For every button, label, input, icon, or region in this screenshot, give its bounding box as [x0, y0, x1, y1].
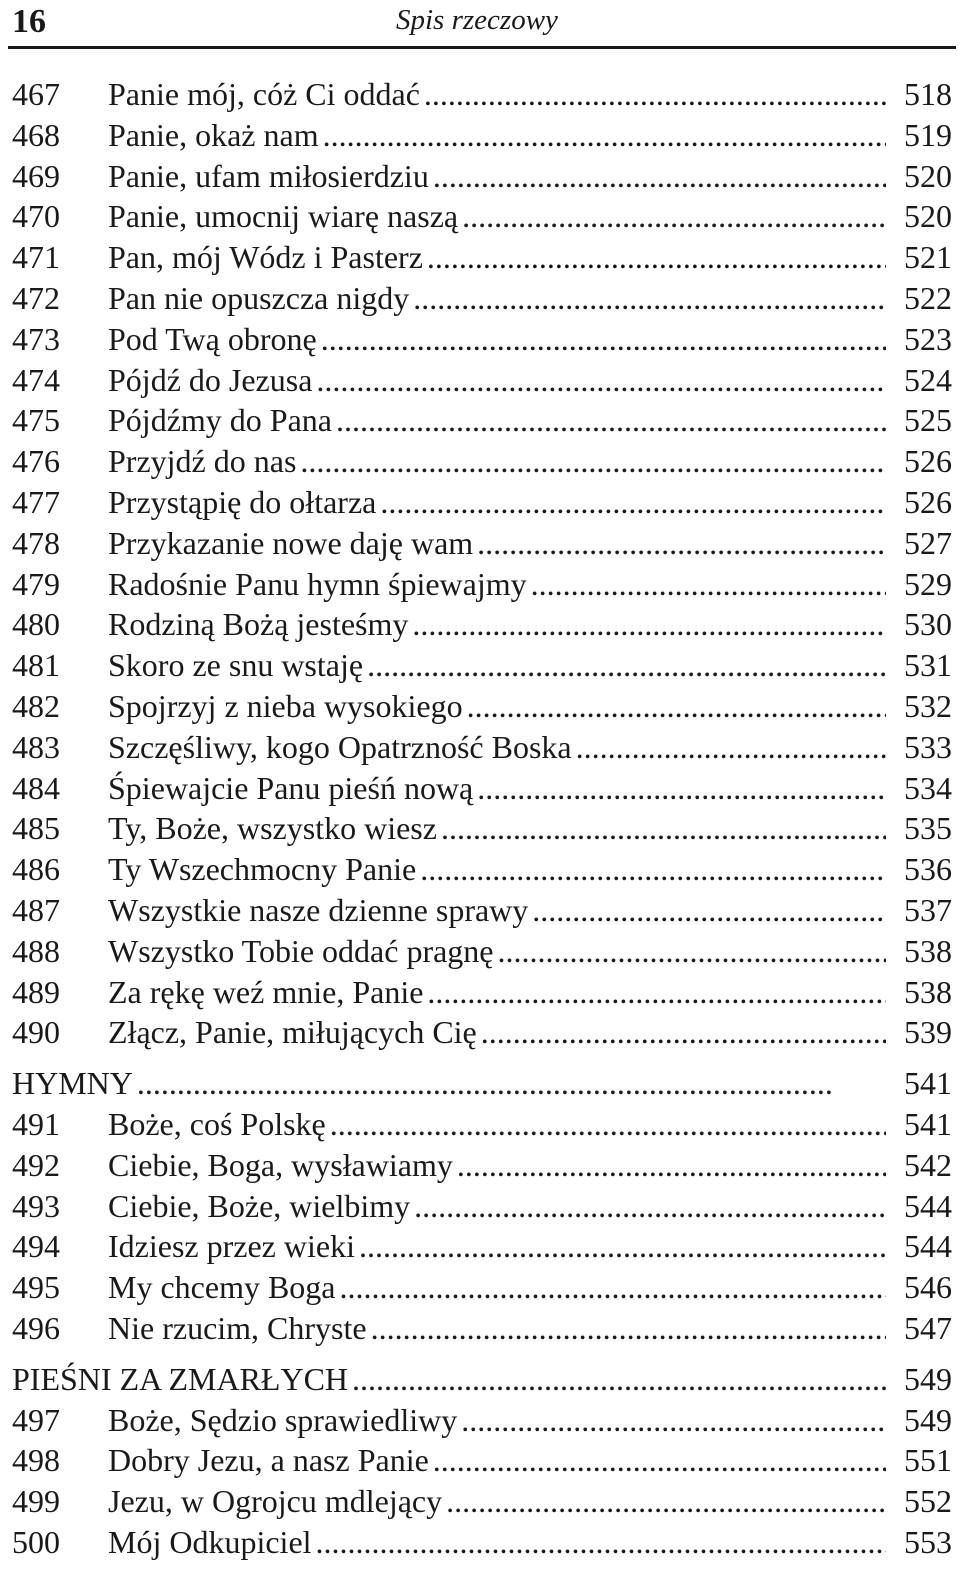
entry-number: 476 — [12, 443, 60, 480]
toc-entry — [12, 1267, 952, 1308]
toc-entry — [12, 74, 952, 115]
entry-number: 485 — [12, 810, 60, 847]
toc-entry — [12, 686, 952, 727]
toc-entry — [12, 564, 952, 605]
dot-leader — [137, 1063, 886, 1104]
entry-page: 532 — [904, 687, 952, 724]
dot-leader — [531, 564, 886, 605]
entry-page: 544 — [904, 1228, 952, 1265]
entry-number: 467 — [12, 76, 60, 112]
entry-number: 488 — [12, 932, 60, 969]
toc-entry — [12, 1226, 952, 1267]
dot-leader — [481, 1012, 886, 1053]
entry-number: 475 — [12, 402, 60, 439]
entry-title: Przykazanie nowe daję wam — [108, 524, 474, 561]
entry-title: Idziesz przez wieki — [108, 1228, 355, 1265]
entry-title: Boże, coś Polskę — [108, 1105, 326, 1142]
toc-entry — [12, 1012, 952, 1053]
section-page: 541 — [904, 1065, 952, 1102]
entry-number: 491 — [12, 1105, 60, 1142]
entry-page: 526 — [904, 483, 952, 520]
dot-leader — [427, 972, 886, 1013]
toc-entry — [12, 931, 952, 972]
entry-title: Za rękę weź mnie, Panie — [108, 973, 424, 1010]
entry-page: 519 — [904, 116, 952, 153]
entry-page: 553 — [904, 1523, 952, 1560]
entry-number: 482 — [12, 687, 60, 724]
dot-leader — [371, 1308, 886, 1349]
dot-leader — [380, 482, 886, 523]
toc-entry — [12, 1186, 952, 1227]
entry-title: Ty Wszechmocny Panie — [108, 851, 417, 888]
entry-number: 472 — [12, 279, 60, 316]
entry-title: Nie rzucim, Chryste — [108, 1309, 367, 1346]
dot-leader — [433, 1440, 886, 1481]
dot-leader — [462, 196, 886, 237]
dot-leader — [316, 360, 886, 401]
entry-title: Boże, Sędzio sprawiedliwy — [108, 1401, 458, 1438]
entry-number: 474 — [12, 361, 60, 398]
dot-leader — [427, 237, 886, 278]
entry-title: Pan nie opuszcza nigdy — [108, 279, 410, 316]
entry-title: My chcemy Boga — [108, 1269, 336, 1306]
toc-entry — [12, 1104, 952, 1145]
toc-entry — [12, 849, 952, 890]
toc-entry — [12, 1481, 952, 1522]
toc-entry — [12, 523, 952, 564]
entry-number: 500 — [12, 1523, 60, 1560]
dot-leader — [367, 645, 886, 686]
entry-number: 492 — [12, 1146, 60, 1183]
section-title: PIEŚNI ZA ZMARŁYCH — [12, 1360, 349, 1397]
entry-title: Jezu, w Ogrojcu mdlejący — [108, 1483, 443, 1520]
entry-page: 520 — [904, 157, 952, 194]
entry-page: 552 — [904, 1483, 952, 1520]
entry-page: 526 — [904, 443, 952, 480]
toc-entry — [12, 808, 952, 849]
entry-number: 477 — [12, 483, 60, 520]
dot-leader — [336, 400, 886, 441]
section-title: HYMNY — [12, 1065, 133, 1102]
entry-title: Pod Twą obronę — [108, 320, 317, 357]
entry-page: 524 — [904, 361, 952, 398]
entry-page: 518 — [904, 76, 952, 112]
dot-leader — [412, 604, 886, 645]
section-page: 549 — [904, 1360, 952, 1397]
entry-title: Dobry Jezu, a nasz Panie — [108, 1442, 429, 1479]
entry-title: Przyjdź do nas — [108, 443, 297, 480]
entry-number: 498 — [12, 1442, 60, 1479]
entry-title: Ciebie, Boga, wysławiamy — [108, 1146, 453, 1183]
entry-number: 469 — [12, 157, 60, 194]
entry-page: 537 — [904, 891, 952, 928]
dot-leader — [467, 686, 886, 727]
entry-number: 489 — [12, 973, 60, 1010]
entry-title: Radośnie Panu hymn śpiewajmy — [108, 565, 527, 602]
toc-entry — [12, 1308, 952, 1349]
entry-page: 539 — [904, 1014, 952, 1051]
entry-title: Ty, Boże, wszystko wiesz — [108, 810, 437, 847]
entry-number: 483 — [12, 728, 60, 765]
entry-page: 533 — [904, 728, 952, 765]
toc-entry — [12, 645, 952, 686]
toc-entry — [12, 237, 952, 278]
dot-leader — [330, 1104, 886, 1145]
entry-number: 497 — [12, 1401, 60, 1438]
entry-number: 480 — [12, 606, 60, 643]
entry-number: 495 — [12, 1269, 60, 1306]
entry-title: Panie, okaż nam — [108, 116, 319, 153]
entry-number: 481 — [12, 647, 60, 684]
entry-title: Mój Odkupiciel — [108, 1523, 312, 1560]
entry-page: 531 — [904, 647, 952, 684]
dot-leader — [316, 1522, 886, 1563]
page-number: 16 — [12, 3, 46, 40]
toc-entry — [12, 441, 952, 482]
dot-leader — [340, 1267, 887, 1308]
toc-entry — [12, 890, 952, 931]
entry-page: 546 — [904, 1269, 952, 1306]
entry-page: 538 — [904, 932, 952, 969]
entry-page: 527 — [904, 524, 952, 561]
entry-page: 521 — [904, 239, 952, 276]
entry-page: 541 — [904, 1105, 952, 1142]
entry-number: 473 — [12, 320, 60, 357]
toc-entry — [12, 1400, 952, 1441]
entry-page: 551 — [904, 1442, 952, 1479]
entry-page: 549 — [904, 1401, 952, 1438]
toc-entry — [12, 400, 952, 441]
dot-leader — [498, 931, 887, 972]
entry-title: Panie, umocnij wiarę naszą — [108, 198, 459, 235]
entry-title: Panie, ufam miłosierdziu — [108, 157, 429, 194]
entry-page: 534 — [904, 769, 952, 806]
entry-number: 486 — [12, 851, 60, 888]
entry-page: 530 — [904, 606, 952, 643]
entry-number: 470 — [12, 198, 60, 235]
toc-entry — [12, 156, 952, 197]
entry-title: Rodziną Bożą jesteśmy — [108, 606, 409, 643]
entry-page: 525 — [904, 402, 952, 439]
entry-title: Panie mój, cóż Ci oddać — [108, 76, 420, 112]
entry-title: Wszystko Tobie oddać pragnę — [108, 932, 494, 969]
entry-number: 479 — [12, 565, 60, 602]
entry-page: 536 — [904, 851, 952, 888]
entry-page: 522 — [904, 279, 952, 316]
dot-leader — [352, 1359, 886, 1400]
dot-leader — [413, 278, 886, 319]
dot-leader — [477, 768, 886, 809]
entry-number: 493 — [12, 1187, 60, 1224]
toc-entry — [12, 972, 952, 1013]
entry-number: 478 — [12, 524, 60, 561]
dot-leader — [321, 319, 886, 360]
dot-leader — [441, 808, 886, 849]
running-title: Spis rzeczowy — [396, 4, 558, 36]
dot-leader — [414, 1186, 886, 1227]
toc-entry — [12, 319, 952, 360]
entry-number: 496 — [12, 1309, 60, 1346]
toc-entry — [12, 115, 952, 156]
dot-leader — [461, 1400, 886, 1441]
toc-entry — [12, 1440, 952, 1481]
toc-entry — [12, 482, 952, 523]
toc-entry — [12, 768, 952, 809]
entry-title: Złącz, Panie, miłujących Cię — [108, 1014, 477, 1051]
section-heading-hymny — [12, 1063, 952, 1104]
entry-title: Wszystkie nasze dzienne sprawy — [108, 891, 529, 928]
entry-number: 471 — [12, 239, 60, 276]
entry-number: 499 — [12, 1483, 60, 1520]
entry-page: 535 — [904, 810, 952, 847]
dot-leader — [433, 156, 886, 197]
dot-leader — [532, 890, 886, 931]
entry-title: Skoro ze snu wstaję — [108, 647, 364, 684]
entry-title: Szczęśliwy, kogo Opatrzność Boska — [108, 728, 572, 765]
entry-title: Pójdźmy do Pana — [108, 402, 332, 439]
entry-title: Ciebie, Boże, wielbimy — [108, 1187, 411, 1224]
dot-leader — [424, 74, 886, 115]
entry-page: 529 — [904, 565, 952, 602]
entry-title: Śpiewajcie Panu pieśń nową — [108, 769, 474, 806]
entry-title: Przystąpię do ołtarza — [108, 483, 377, 520]
dot-leader — [576, 727, 886, 768]
entry-page: 523 — [904, 320, 952, 357]
section-heading-piesni-za-zmarlych — [12, 1359, 952, 1400]
entry-number: 487 — [12, 891, 60, 928]
page-header — [8, 0, 956, 49]
entry-title: Pan, mój Wódz i Pasterz — [108, 239, 423, 276]
toc-entry — [12, 1145, 952, 1186]
toc-entry — [12, 604, 952, 645]
dot-leader — [323, 115, 886, 156]
entry-page: 547 — [904, 1309, 952, 1346]
dot-leader — [420, 849, 886, 890]
dot-leader — [300, 441, 886, 482]
entry-page: 544 — [904, 1187, 952, 1224]
entry-number: 468 — [12, 116, 60, 153]
dot-leader — [457, 1145, 886, 1186]
dot-leader — [446, 1481, 886, 1522]
table-of-contents — [12, 74, 952, 1563]
dot-leader — [359, 1226, 886, 1267]
entry-title: Spojrzyj z nieba wysokiego — [108, 687, 463, 724]
toc-entry — [12, 727, 952, 768]
toc-entry — [12, 278, 952, 319]
entry-number: 484 — [12, 769, 60, 806]
toc-entry — [12, 1522, 952, 1563]
entry-number: 490 — [12, 1014, 60, 1051]
dot-leader — [477, 523, 886, 564]
entry-title: Pójdź do Jezusa — [108, 361, 313, 398]
toc-entry — [12, 360, 952, 401]
entry-page: 538 — [904, 973, 952, 1010]
toc-entry — [12, 196, 952, 237]
entry-page: 520 — [904, 198, 952, 235]
entry-page: 542 — [904, 1146, 952, 1183]
entry-number: 494 — [12, 1228, 60, 1265]
